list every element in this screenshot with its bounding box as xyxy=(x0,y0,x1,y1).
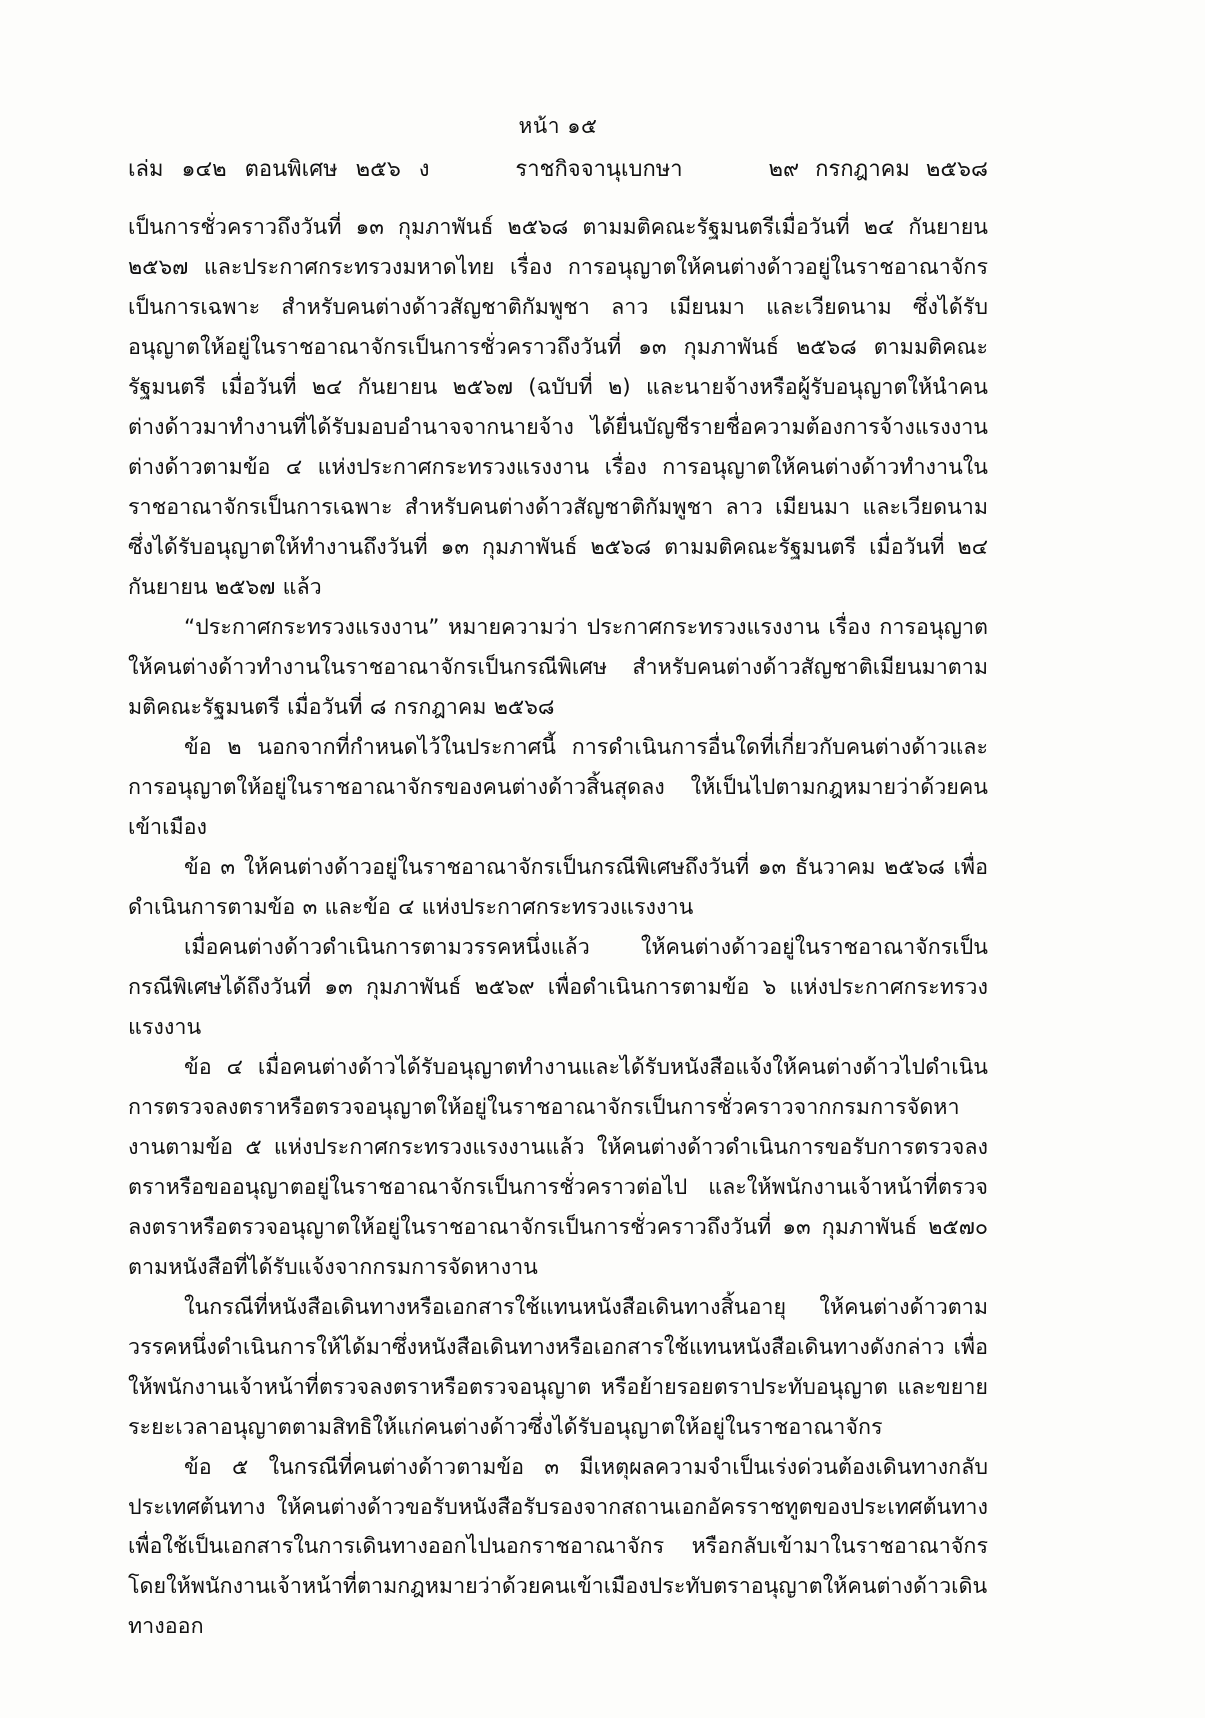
paragraph: ข้อ ๕ ในกรณีที่คนต่างด้าวตามข้อ ๓ มีเหตุผลความจำเป็นเร่งด่วนต้องเดินทางกลับประเทศต้นทาง ให้คนต่างด้าวขอรับหนังสือรับรองจากสถานเอกอัครราชทูตของประเทศต้นทางเพื่อใช้เป็นเอกสารในการเดินทางออกไปนอกราชอาณาจักร หรือกลับเข้ามาในราชอาณาจักรโดยให้พนักงานเจ้าหน้าที่ตามกฎหมายว่าด้วยคนเข้าเมืองประทับตราอนุญาตให้คนต่างด้าวเดินทางออก xyxy=(128,1454,988,1640)
date-day: ๒๙ xyxy=(768,157,800,182)
header-volume-group xyxy=(128,151,430,186)
gazette-header xyxy=(128,151,988,186)
section-suffix: ง xyxy=(418,157,430,182)
paragraph: เป็นการชั่วคราวถึงวันที่ ๑๓ กุมภาพันธ์ ๒๕๖๘ ตามมติคณะรัฐมนตรีเมื่อวันที่ ๒๔ กันยายน ๒๕๖๗ และประกาศกระทรวงมหาดไทย เรื่อง การอนุญาตให้คนต่างด้าวอยู่ในราชอาณาจักรเป็นการเฉพาะ สำหรับคนต่างด้าวสัญชาติกัมพูชา ลาว เมียนมา และเวียดนาม ซึ่งได้รับอนุญาตให้อยู่ในราชอาณาจักรเป็นการชั่วคราวถึงวันที่ ๑๓ กุมภาพันธ์ ๒๕๖๘ ตามมติคณะรัฐมนตรี เมื่อวันที่ ๒๔ กันยายน ๒๕๖๗ (ฉบับที่ ๒) และนายจ้างหรือผู้รับอนุญาตให้นำคนต่างด้าวมาทำงานที่ได้รับมอบอำนาจจากนายจ้าง ได้ยื่นบัญชีรายชื่อความต้องการจ้างแรงงานต่างด้าวตามข้อ ๔ แห่งประกาศกระทรวงแรงงาน เรื่อง การอนุญาตให้คนต่างด้าวทำงานในราชอาณาจักรเป็นการเฉพาะ สำหรับคนต่างด้าวสัญชาติกัมพูชา ลาว เมียนมา และเวียดนาม ซึ่งได้รับอนุญาตให้ทำงานถึงวันที่ ๑๓ กุมภาพันธ์ ๒๕๖๘ ตามมติคณะรัฐมนตรี เมื่อวันที่ ๒๔ กันยายน ๒๕๖๗ แล้ว xyxy=(128,215,988,600)
document-body xyxy=(128,208,988,1647)
page-content xyxy=(128,110,988,1647)
volume-number: ๑๔๒ xyxy=(181,157,227,182)
section-number: ๒๕๖ xyxy=(355,157,401,182)
date-month: กรกฎาคม xyxy=(815,157,910,182)
paragraph: เมื่อคนต่างด้าวดำเนินการตามวรรคหนึ่งแล้ว ให้คนต่างด้าวอยู่ในราชอาณาจักรเป็นกรณีพิเศษได้ถึงวันที่ ๑๓ กุมภาพันธ์ ๒๕๖๙ เพื่อดำเนินการตามข้อ ๖ แห่งประกาศกระทรวงแรงงาน xyxy=(128,934,988,1040)
paragraph: “ประกาศกระทรวงแรงงาน” หมายความว่า ประกาศกระทรวงแรงงาน เรื่อง การอนุญาตให้คนต่างด้าวทำงานในราชอาณาจักรเป็นกรณีพิเศษ สำหรับคนต่างด้าวสัญชาติเมียนมาตามมติคณะรัฐมนตรี เมื่อวันที่ ๘ กรกฎาคม ๒๕๖๘ xyxy=(128,614,988,720)
page-number: หน้า ๑๕ xyxy=(518,114,598,138)
volume-label: เล่ม xyxy=(128,157,164,182)
section-label: ตอนพิเศษ xyxy=(244,157,338,182)
date-year: ๒๕๖๘ xyxy=(925,157,988,182)
paragraph: ข้อ ๔ เมื่อคนต่างด้าวได้รับอนุญาตทำงานและได้รับหนังสือแจ้งให้คนต่างด้าวไปดำเนินการตรวจลงตราหรือตรวจอนุญาตให้อยู่ในราชอาณาจักรเป็นการชั่วคราวจากกรมการจัดหางานตามข้อ ๕ แห่งประกาศกระทรวงแรงงานแล้ว ให้คนต่างด้าวดำเนินการขอรับการตรวจลงตราหรือขออนุญาตอยู่ในราชอาณาจักรเป็นการชั่วคราวต่อไป และให้พนักงานเจ้าหน้าที่ตรวจลงตราหรือตรวจอนุญาตให้อยู่ในราชอาณาจักรเป็นการชั่วคราวถึงวันที่ ๑๓ กุมภาพันธ์ ๒๕๗๐ ตามหนังสือที่ได้รับแจ้งจากกรมการจัดหางาน xyxy=(128,1054,988,1280)
paragraph: ข้อ ๒ นอกจากที่กำหนดไว้ในประกาศนี้ การดำเนินการอื่นใดที่เกี่ยวกับคนต่างด้าวและการอนุญาตให้อยู่ในราชอาณาจักรของคนต่างด้าวสิ้นสุดลง ให้เป็นไปตามกฎหมายว่าด้วยคนเข้าเมือง xyxy=(128,734,988,840)
paragraph: ข้อ ๓ ให้คนต่างด้าวอยู่ในราชอาณาจักรเป็นกรณีพิเศษถึงวันที่ ๑๓ ธันวาคม ๒๕๖๘ เพื่อดำเนินการตามข้อ ๓ และข้อ ๔ แห่งประกาศกระทรวงแรงงาน xyxy=(128,854,988,920)
gazette-name: ราชกิจจานุเบกษา xyxy=(515,157,683,182)
paragraph: ในกรณีที่หนังสือเดินทางหรือเอกสารใช้แทนหนังสือเดินทางสิ้นอายุ ให้คนต่างด้าวตามวรรคหนึ่งดำเนินการให้ได้มาซึ่งหนังสือเดินทางหรือเอกสารใช้แทนหนังสือเดินทางดังกล่าว เพื่อให้พนักงานเจ้าหน้าที่ตรวจลงตราหรือตรวจอนุญาต หรือย้ายรอยตราประทับอนุญาต และขยายระยะเวลาอนุญาตตามสิทธิให้แก่คนต่างด้าวซึ่งได้รับอนุญาตให้อยู่ในราชอาณาจักร xyxy=(128,1294,988,1440)
header-date-group xyxy=(768,151,988,186)
